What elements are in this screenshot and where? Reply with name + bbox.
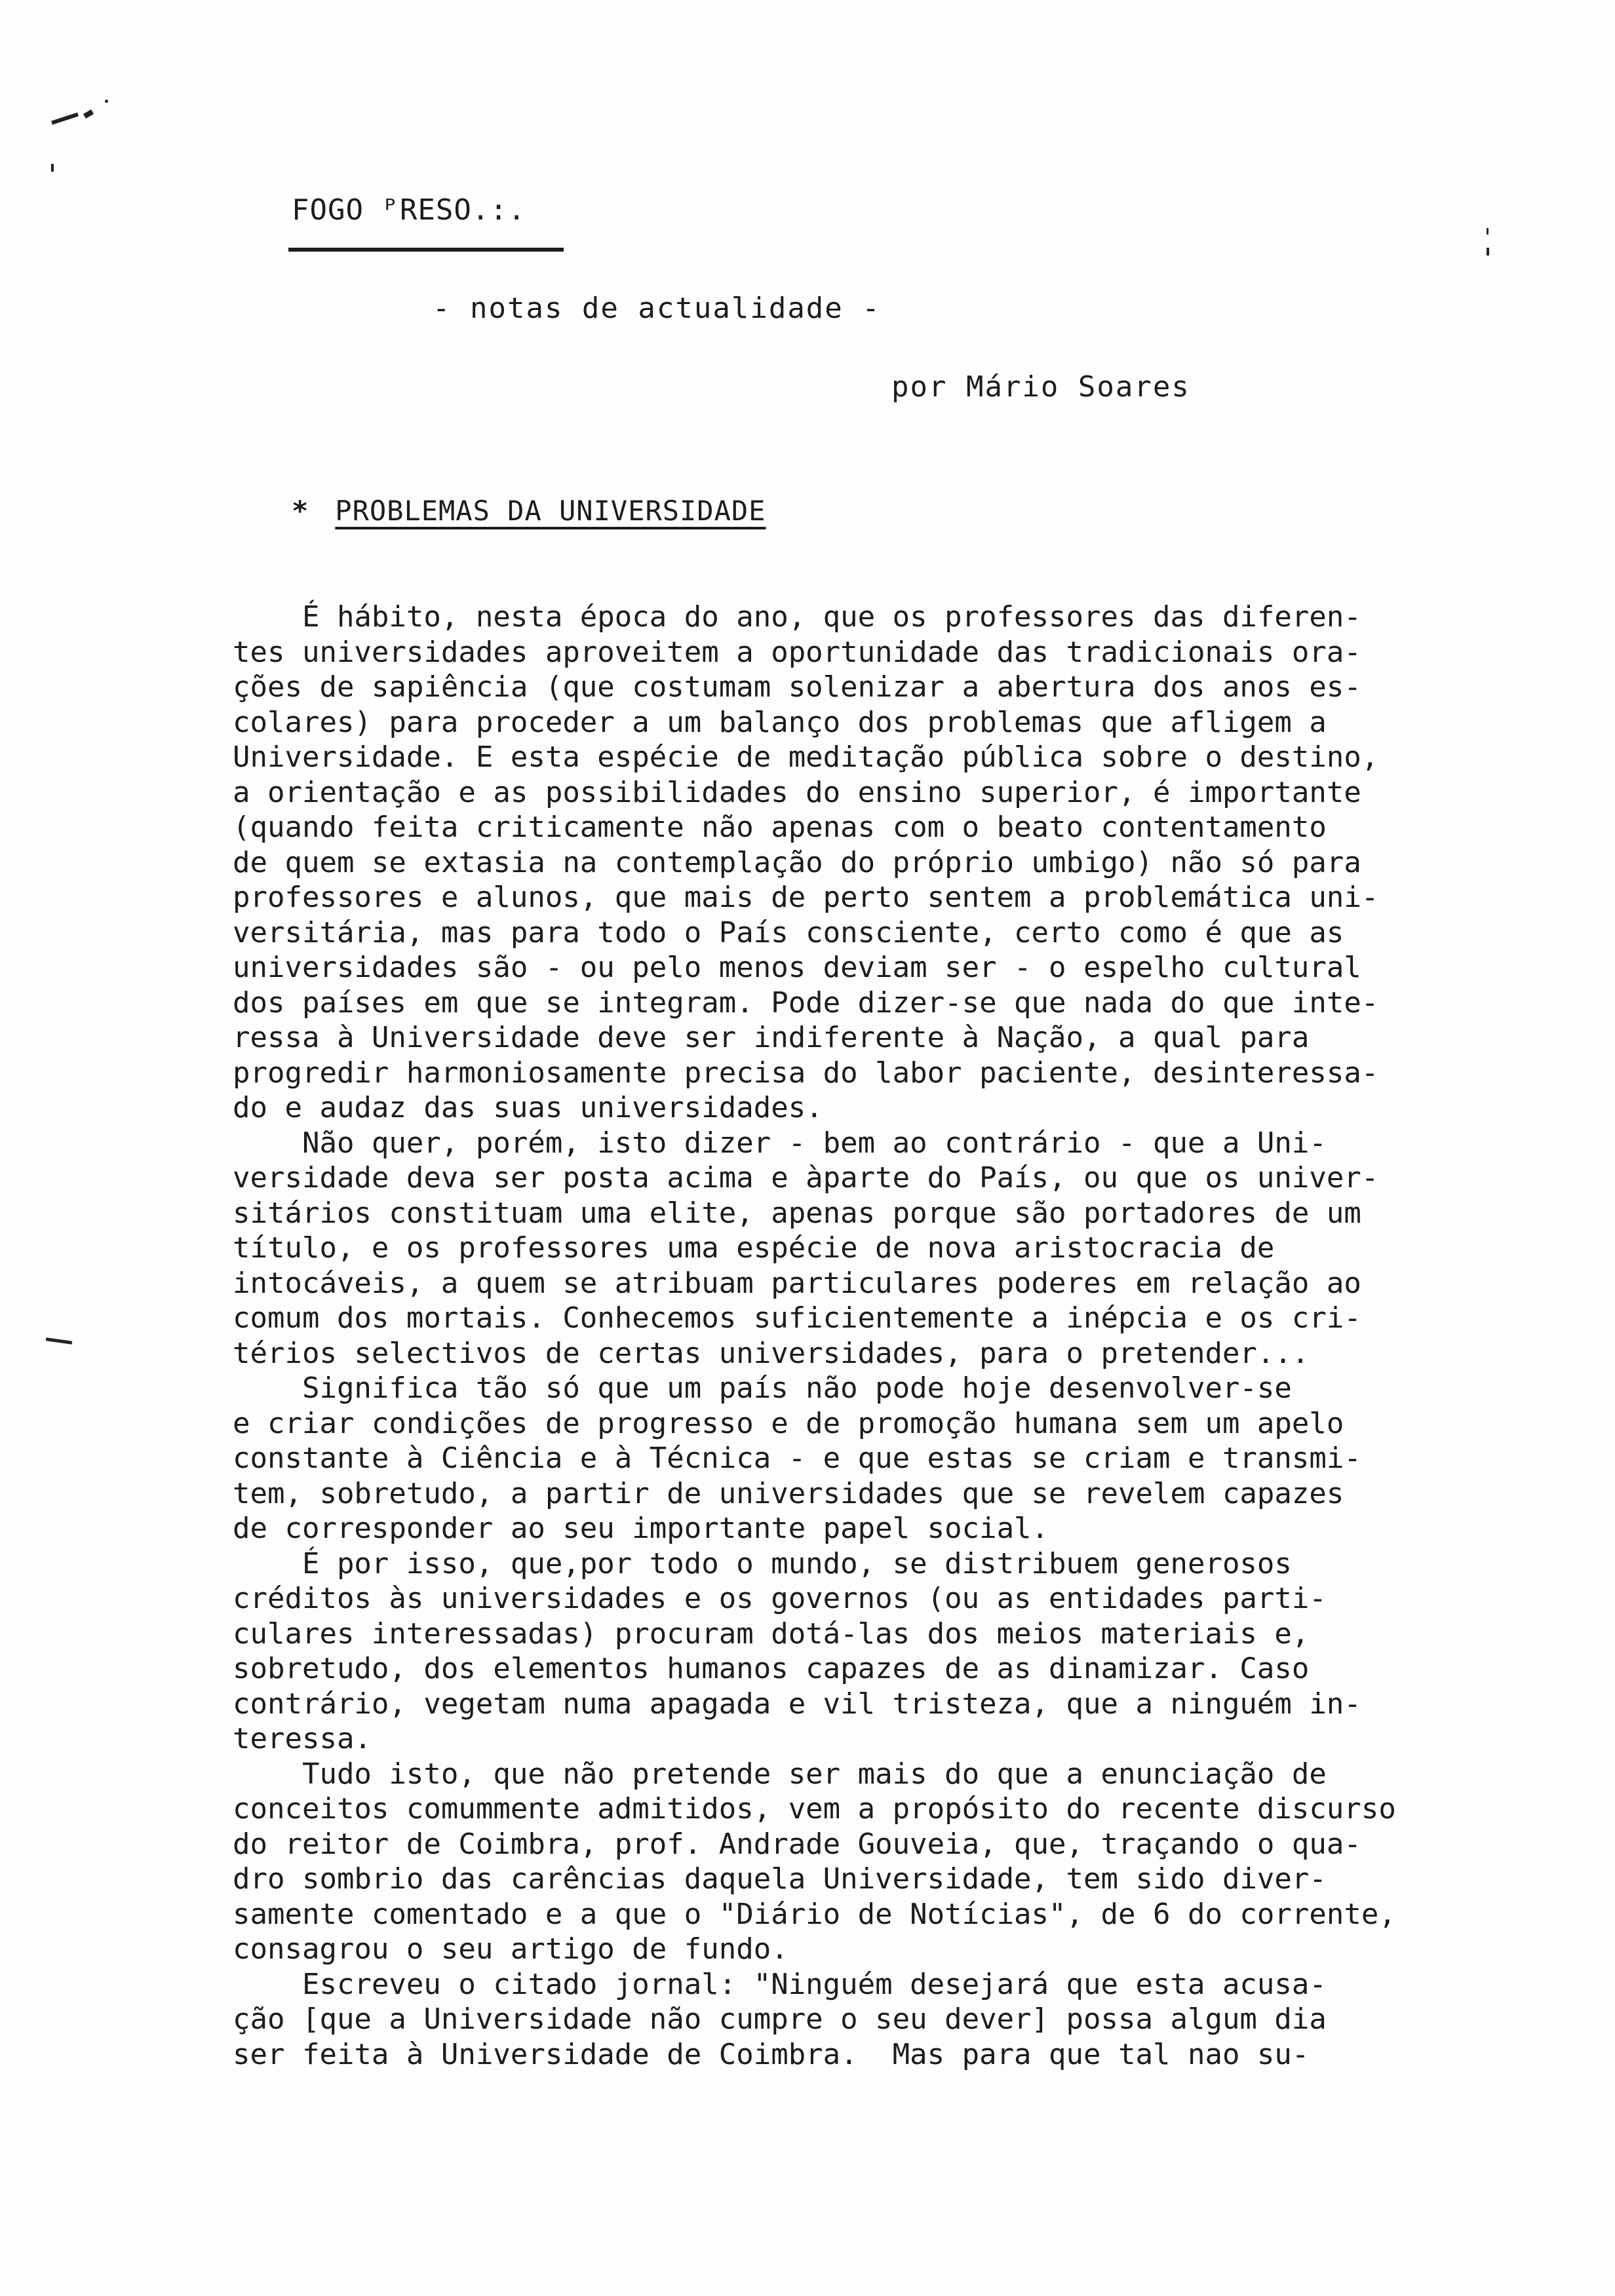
- text-line: universidades são - ou pelo menos deviam ser - o espelho cultural: [233, 951, 1361, 984]
- text-line: créditos às universidades e os governos (ou as entidades parti-: [233, 1582, 1327, 1615]
- subtitle: - notas de actualidade -: [433, 292, 881, 325]
- text-line: título, e os professores uma espécie de nova aristocracia de: [233, 1231, 1275, 1265]
- text-line: a orientação e as possibilidades do ensino superior, é importante: [233, 775, 1361, 809]
- text-line: do reitor de Coimbra, prof. Andrade Gouveia, que, traçando o qua-: [233, 1827, 1361, 1861]
- text-line: culares interessadas) procuram dotá-las dos meios materiais e,: [233, 1617, 1310, 1651]
- text-line: versitária, mas para todo o País consciente, certo como é que as: [233, 915, 1344, 949]
- section-heading-text: PROBLEMAS DA UNIVERSIDADE: [335, 495, 766, 527]
- text-line: dos países em que se integram. Pode dizer-se que nada do que inte-: [233, 985, 1379, 1020]
- article-body: [233, 600, 1557, 2072]
- text-line: térios selectivos de certas universidades, para o pretender...: [233, 1336, 1310, 1370]
- text-line: conceitos comummente admitidos, vem a propósito do recente discurso: [233, 1792, 1396, 1826]
- margin-mark: [51, 113, 79, 125]
- margin-mark: [51, 164, 54, 172]
- section-marker: *: [292, 495, 309, 527]
- text-line: do e audaz das suas universidades.: [233, 1091, 823, 1124]
- margin-mark: [83, 109, 94, 119]
- text-line: comum dos mortais. Conhecemos suficientemente a inépcia e os cri-: [233, 1301, 1361, 1335]
- header-title: FOGO ᴾRESO.:.: [292, 193, 526, 227]
- text-line: colares) para proceder a um balanço dos problemas que afligem a: [233, 705, 1327, 739]
- text-line: professores e alunos, que mais de perto sentem a problemática uni-: [233, 881, 1379, 914]
- text-line: tem, sobretudo, a partir de universidades que se revelem capazes: [233, 1476, 1344, 1510]
- text-line: versidade deva ser posta acima e àparte do País, ou que os univer-: [233, 1161, 1379, 1195]
- text-line: É por isso, que,por todo o mundo, se distribuem generosos: [233, 1546, 1292, 1580]
- margin-mark: [46, 1337, 72, 1345]
- margin-mark: [1487, 228, 1489, 235]
- margin-mark: [1487, 248, 1489, 256]
- text-line: teressa.: [233, 1722, 372, 1755]
- section-heading: [292, 495, 766, 527]
- text-line: É hábito, nesta época do ano, que os professores das diferen-: [233, 600, 1361, 634]
- text-line: dro sombrio das carências daquela Universidade, tem sido diver-: [233, 1862, 1327, 1896]
- margin-mark: [105, 100, 108, 103]
- text-line: e criar condições de progresso e de promoção humana sem um apelo: [233, 1406, 1344, 1440]
- text-line: tes universidades aproveitem a oportunidade das tradicionais ora-: [233, 635, 1361, 669]
- text-line: Significa tão só que um país não pode hoje desenvolver-se: [233, 1371, 1292, 1405]
- text-line: consagrou o seu artigo de fundo.: [233, 1932, 788, 1966]
- text-line: Escreveu o citado jornal: "Ninguém desejará que esta acusa-: [233, 1967, 1327, 2001]
- text-line: contrário, vegetam numa apagada e vil tristeza, que a ninguém in-: [233, 1687, 1361, 1721]
- text-line: ser feita à Universidade de Coimbra. Mas para que tal nao su-: [233, 2037, 1310, 2071]
- header-underline: [288, 248, 564, 252]
- text-line: ção [que a Universidade não cumpre o seu dever] possa algum dia: [233, 2002, 1327, 2036]
- text-line: samente comentado e a que o "Diário de Notícias", de 6 do corrente,: [233, 1897, 1396, 1931]
- text-line: ções de sapiência (que costumam solenizar a abertura dos anos es-: [233, 670, 1361, 704]
- text-line: de quem se extasia na contemplação do próprio umbigo) não só para: [233, 845, 1361, 879]
- text-line: sobretudo, dos elementos humanos capazes de as dinamizar. Caso: [233, 1652, 1310, 1685]
- text-line: Universidade. E esta espécie de meditação pública sobre o destino,: [233, 740, 1379, 774]
- text-line: ressa à Universidade deve ser indiferente à Nação, a qual para: [233, 1021, 1310, 1054]
- text-line: intocáveis, a quem se atribuam particulares poderes em relação ao: [233, 1266, 1361, 1300]
- byline: por Mário Soares: [891, 370, 1190, 404]
- text-line: constante à Ciência e à Técnica - e que estas se criam e transmi-: [233, 1442, 1361, 1475]
- text-line: Não quer, porém, isto dizer - bem ao contrário - que a Uni-: [233, 1126, 1327, 1160]
- text-line: de corresponder ao seu importante papel social.: [233, 1512, 1049, 1545]
- text-line: sitários constituam uma elite, apenas porque são portadores de um: [233, 1196, 1361, 1230]
- text-line: Tudo isto, que não pretende ser mais do que a enunciação de: [233, 1757, 1327, 1791]
- text-line: progredir harmoniosamente precisa do labor paciente, desinteressa-: [233, 1056, 1379, 1090]
- text-line: (quando feita criticamente não apenas com o beato contentamento: [233, 811, 1327, 844]
